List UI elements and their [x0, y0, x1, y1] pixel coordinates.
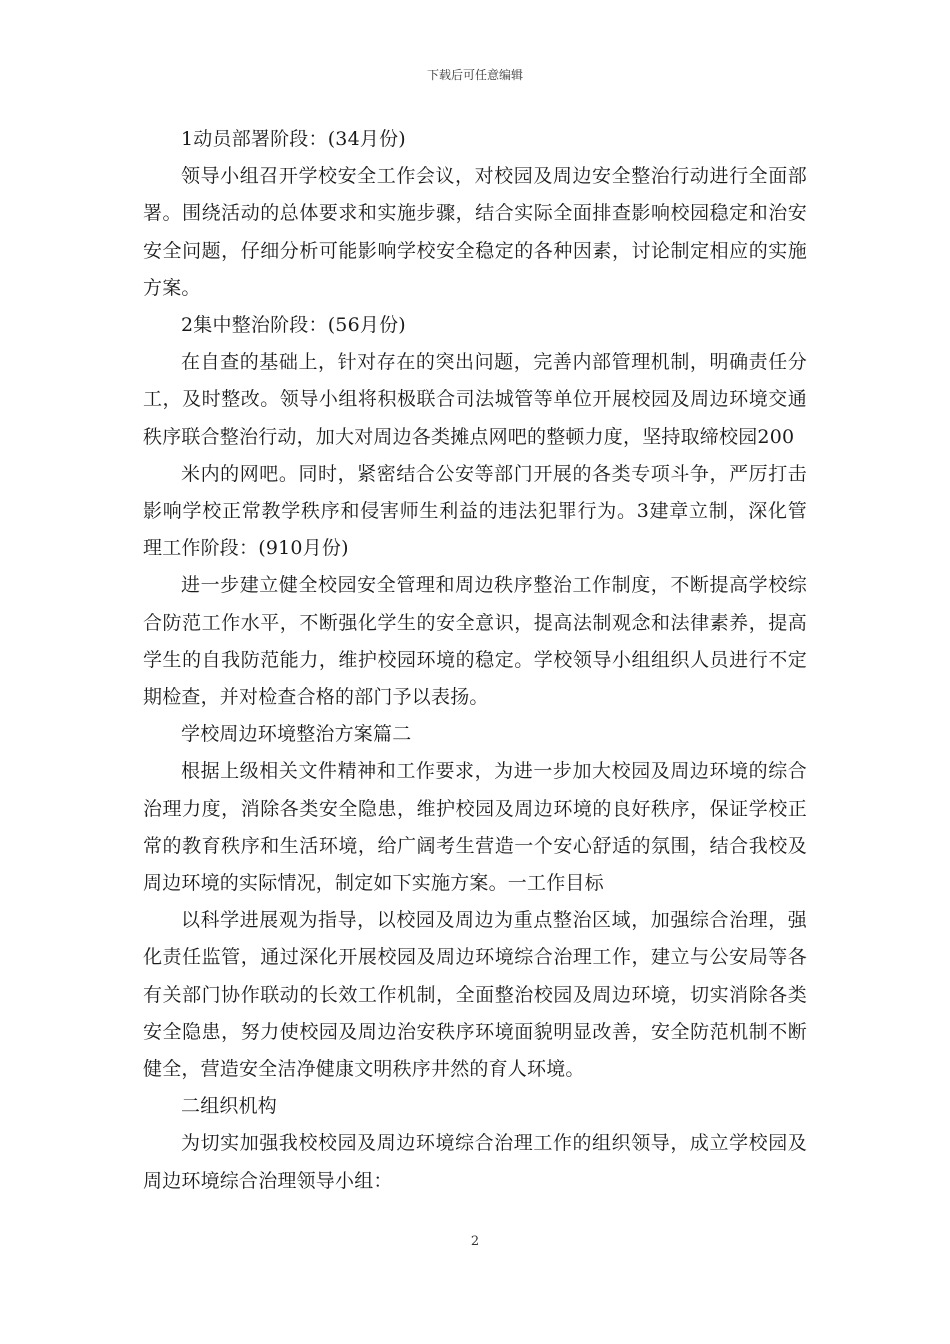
paragraph-plan-intro: 根据上级相关文件精神和工作要求，为进一步加大校园及周边环境的综合治理力度，消除各类安全隐患，维护校园及周边环境的良好秩序，保证学校正常的教育秩序和生活环境，给广阔考生营造一个安心舒适的氛围，结合我校及周边环境的实际情况，制定如下实施方案。一工作目标	[143, 760, 807, 895]
paragraph-rectification-stage: 2集中整治阶段：(56月份)	[181, 314, 406, 337]
section-heading-plan-two: 学校周边环境整治方案篇二	[181, 723, 412, 746]
section-heading-organization: 二组织机构	[181, 1095, 278, 1118]
paragraph-mobilization-detail: 领导小组召开学校安全工作会议，对校园及周边安全整治行动进行全面部署。围绕活动的总体要求和实施步骤，结合实际全面排查影响校园稳定和治安安全问题，仔细分析可能影响学校安全稳定的各种因素，讨论制定相应的实施方案。	[143, 165, 807, 299]
paragraph-mobilization-stage: 1动员部署阶段：(34月份)	[181, 128, 406, 150]
page-header-note: 下载后可任意编辑	[426, 68, 523, 82]
page-number: 2	[470, 1234, 480, 1249]
paragraph-work-goal: 以科学进展观为指导，以校园及周边为重点整治区域，加强综合治理，强化责任监管，通过深化开展校园及周边环境综合治理工作，建立与公安局等各有关部门协作联动的长效工作机制，全面整治校园及周边环境，切实消除各类安全隐患，努力使校园及周边治安秩序环境面貌明显改善，安全防范机制不断健全，营造安全洁净健康文明秩序井然的育人环境。	[143, 909, 807, 1081]
paragraph-rectification-detail: 在自查的基础上，针对存在的突出问题，完善内部管理机制，明确责任分工，及时整改。领导小组将积极联合司法城管等单位开展校园及周边环境交通秩序联合整治行动，加大对周边各类摊点网吧的整顿力度，坚持取缔校园200	[143, 351, 807, 448]
document-body	[143, 121, 807, 1200]
paragraph-organization-detail: 为切实加强我校校园及周边环境综合治理工作的组织领导，成立学校园及周边环境综合治理领导小组：	[143, 1132, 807, 1192]
paragraph-crackdown-detail: 米内的网吧。同时，紧密结合公安等部门开展的各类专项斗争，严厉打击影响学校正常教学秩序和侵害师生利益的违法犯罪行为。3建章立制，深化管理工作阶段：(910月份)	[143, 462, 807, 560]
paragraph-institution-detail: 进一步建立健全校园安全管理和周边秩序整治工作制度，不断提高学校综合防范工作水平，不断强化学生的安全意识，提高法制观念和法律素养，提高学生的自我防范能力，维护校园环境的稳定。学校领导小组组织人员进行不定期检查，并对检查合格的部门予以表扬。	[143, 574, 807, 709]
